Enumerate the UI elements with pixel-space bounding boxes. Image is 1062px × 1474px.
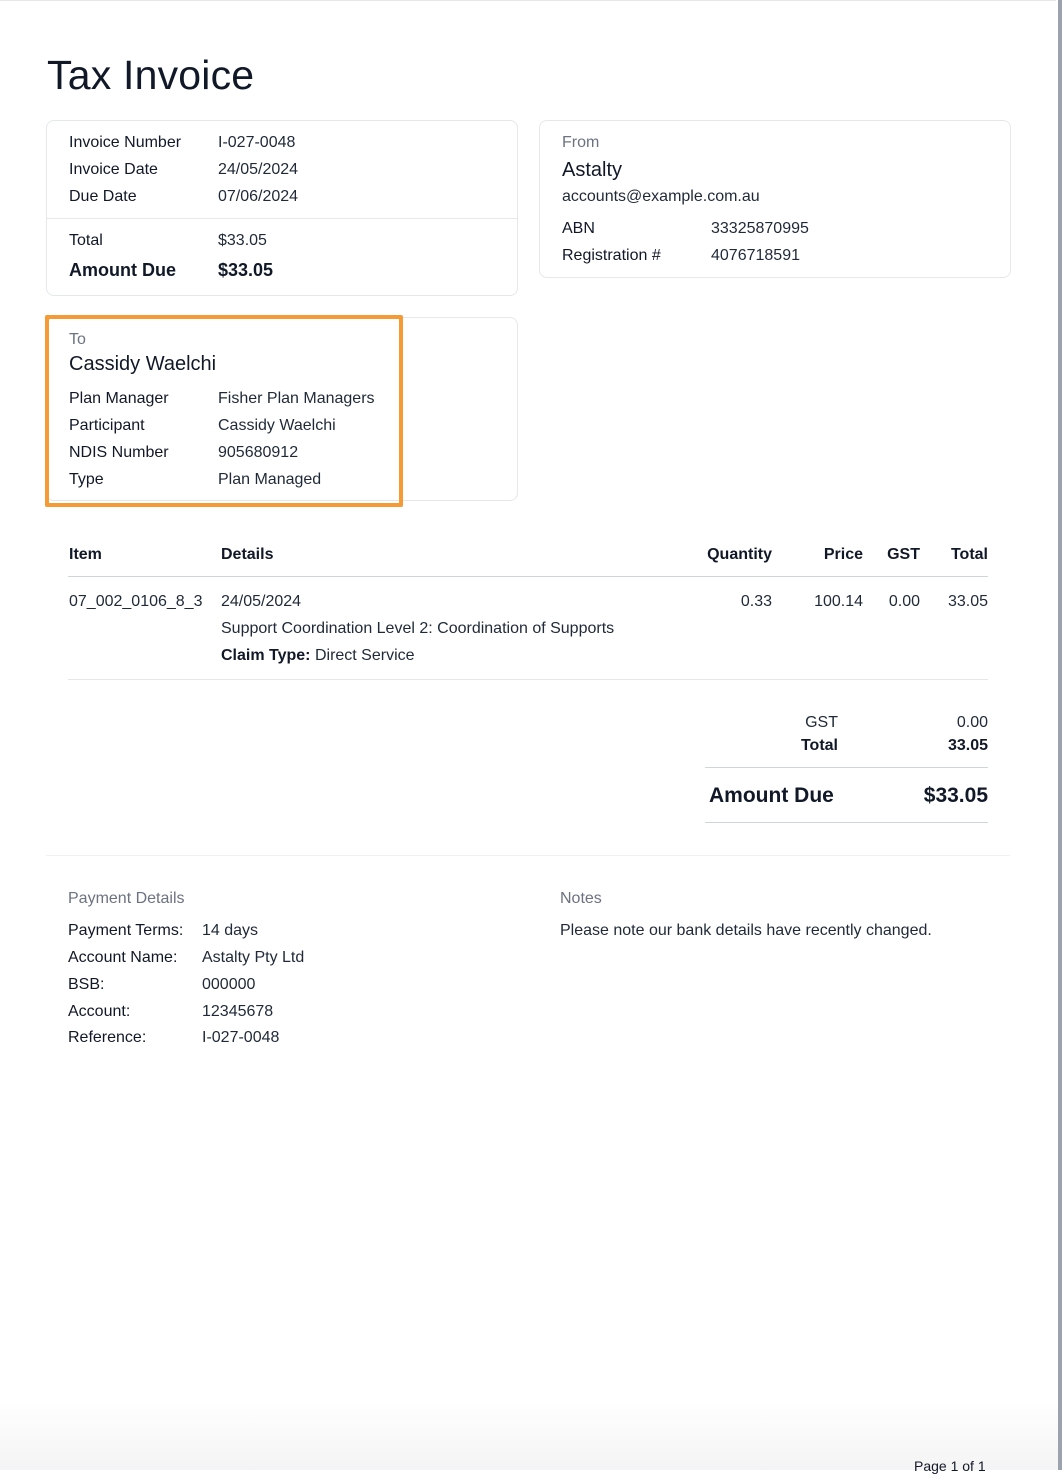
row-total: 33.05	[947, 593, 988, 610]
row-claim-type-value: Direct Service	[314, 647, 415, 664]
row-description: Support Coordination Level 2: Coordination of Supports	[221, 620, 615, 637]
bsb-value: 000000	[202, 976, 256, 993]
bsb-label: BSB:	[68, 976, 105, 993]
registration-label: Registration #	[562, 247, 661, 264]
total-label: Total	[69, 232, 103, 249]
reference-value: I-027-0048	[202, 1029, 280, 1046]
col-header-total: Total	[950, 546, 988, 563]
abn-label: ABN	[562, 220, 595, 237]
row-gst: 0.00	[888, 593, 920, 610]
payment-heading: Payment Details	[68, 890, 185, 907]
reference-label: Reference:	[68, 1029, 147, 1046]
ndis-number-label: NDIS Number	[69, 444, 169, 461]
from-heading: From	[562, 134, 600, 151]
page-title: Tax Invoice	[47, 52, 255, 98]
participant-value: Cassidy Waelchi	[218, 417, 336, 434]
total-value: $33.05	[218, 232, 267, 249]
to-heading: To	[69, 331, 86, 348]
col-header-details: Details	[221, 546, 274, 563]
type-value: Plan Managed	[218, 471, 322, 488]
account-value: 12345678	[202, 1003, 274, 1020]
scrollbar-edge[interactable]	[1058, 0, 1062, 1470]
row-price: 100.14	[814, 593, 863, 610]
account-label: Account:	[68, 1003, 131, 1020]
notes-heading: Notes	[560, 890, 602, 907]
summary-gst-label: GST	[805, 714, 838, 731]
summary-divider-bottom	[705, 822, 988, 823]
invoice-date-label: Invoice Date	[69, 161, 158, 178]
plan-manager-value: Fisher Plan Managers	[218, 390, 375, 407]
from-card	[539, 120, 1011, 278]
summary-gst-value: 0.00	[956, 714, 988, 731]
summary-amount-due-label: Amount Due	[709, 784, 834, 807]
from-name: Astalty	[562, 159, 623, 181]
recipient-highlight-box	[45, 315, 403, 507]
invoice-date-value: 24/05/2024	[218, 161, 299, 178]
amount-due-value: $33.05	[218, 260, 274, 280]
invoice-summary-card	[46, 120, 518, 296]
to-name: Cassidy Waelchi	[69, 353, 217, 375]
table-header-divider	[68, 576, 988, 577]
invoice-number-label: Invoice Number	[69, 134, 182, 151]
section-divider	[46, 855, 1010, 856]
row-date: 24/05/2024	[221, 593, 302, 610]
summary-divider-top	[705, 767, 988, 768]
invoice-number-value: I-027-0048	[218, 134, 296, 151]
col-header-item: Item	[69, 546, 102, 563]
summary-amount-due-value: $33.05	[923, 784, 988, 807]
participant-label: Participant	[69, 417, 145, 434]
amount-due-label: Amount Due	[69, 260, 176, 280]
payment-terms-label: Payment Terms:	[68, 922, 184, 939]
col-header-price: Price	[823, 546, 863, 563]
payment-terms-value: 14 days	[202, 922, 259, 939]
row-claim-type-label: Claim Type:	[221, 647, 311, 664]
due-date-value: 07/06/2024	[218, 188, 299, 205]
plan-manager-label: Plan Manager	[69, 390, 169, 407]
summary-total-label: Total	[800, 737, 838, 754]
from-email: accounts@example.com.au	[562, 188, 760, 205]
col-header-gst: GST	[887, 546, 920, 563]
summary-total-value: 33.05	[947, 737, 988, 754]
col-header-quantity: Quantity	[707, 546, 772, 563]
table-row-divider	[68, 679, 988, 680]
top-rule	[0, 0, 1056, 1]
row-item-code: 07_002_0106_8_3	[69, 593, 203, 610]
account-name-value: Astalty Pty Ltd	[202, 949, 305, 966]
abn-value: 33325870995	[711, 220, 809, 237]
page-number: Page 1 of 1	[914, 1458, 986, 1474]
notes-text: Please note our bank details have recently changed.	[560, 922, 932, 939]
due-date-label: Due Date	[69, 188, 137, 205]
registration-value: 4076718591	[711, 247, 800, 264]
ndis-number-value: 905680912	[218, 444, 299, 461]
card-divider	[47, 218, 517, 219]
row-quantity: 0.33	[740, 593, 772, 610]
type-label: Type	[69, 471, 104, 488]
page-footer	[0, 1400, 1058, 1470]
account-name-label: Account Name:	[68, 949, 178, 966]
